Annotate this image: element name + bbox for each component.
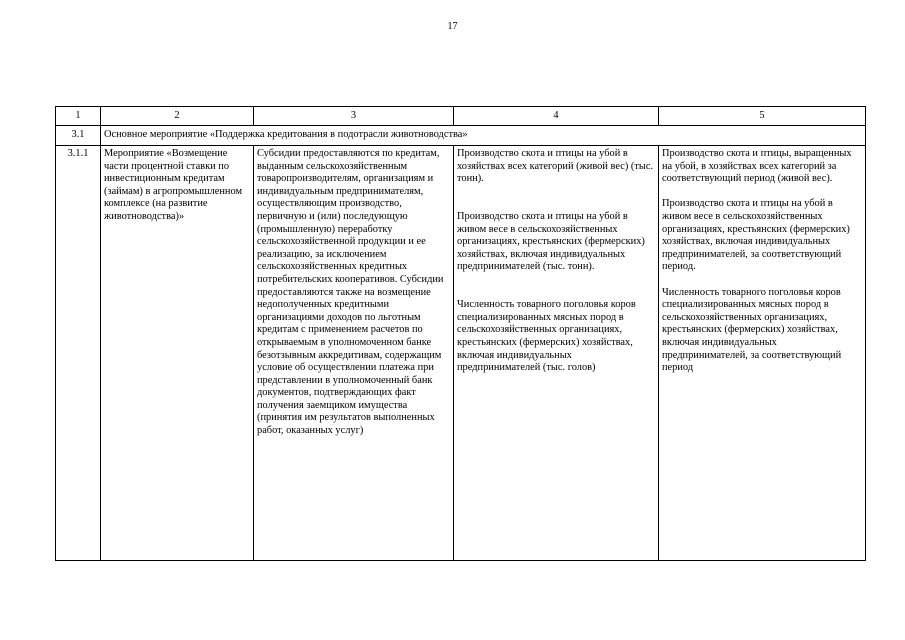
definition-1: Производство скота и птицы, выращенных на убой, в хозяйствах всех категорий за соответствующий период (живой вес). xyxy=(662,148,852,185)
activity-text: Мероприятие «Возмещение части процентной ставки по инвестиционным кредитам (займам) в агропромышленном комплексе (на развитие животноводства)» xyxy=(104,148,243,222)
indicator-3: Численность товарного поголовья коров специализированных мясных пород в сельскохозяйственных организациях, крестьянских (фермерских) хозяйствах, включая индивидуальных предпринимателей (тыс. голов) xyxy=(457,299,636,374)
definitions-cell xyxy=(659,146,866,561)
section-number: 3.1 xyxy=(56,126,101,146)
indicator-2: Производство скота и птицы на убой в живом весе в сельскохозяйственных организациях, крестьянских (фермерских) хозяйствах, включая индивидуальных предпринимателей (тыс. тонн). xyxy=(457,210,645,273)
indicator-1: Производство скота и птицы на убой в хозяйствах всех категорий (живой вес) (тыс. тонн). xyxy=(457,148,654,185)
column-number-1: 1 xyxy=(56,107,101,126)
conditions-text: Субсидии предоставляются по кредитам, выданным сельскохозяйственным товаропроизводителям, организациям и индивидуальным предпринимателям, осуществляющим производство, первичную и (или) последующую (промышленную) переработку сельскохозяйственной продукции и ее реализацию, за исключением сельскохозяйственных кредитных потребительских кооперативов. Субсидии предоставляются также на возмещение недополученных кредитными организациями доходов по льготным кредитам с применением расчетов по открываемым в уполномоченном банке безотзывным аккредитивам, содержащим условие об осуществлении платежа при представлении в уполномоченный банк документов, подтверждающих факт получения заемщиком имущества (принятия им результатов выполненных работ, оказанных услуг) xyxy=(257,148,444,437)
column-number-4: 4 xyxy=(454,107,659,126)
activity-cell xyxy=(101,146,254,561)
page-number: 17 xyxy=(447,21,458,32)
column-number-2: 2 xyxy=(101,107,254,126)
section-title: Основное мероприятие «Поддержка кредитования в подотрасли животноводства» xyxy=(101,126,866,146)
row-number: 3.1.1 xyxy=(56,146,101,561)
definition-2: Производство скота и птицы на убой в живом весе в сельскохозяйственных организациях, крестьянских (фермерских) хозяйствах, включая индивидуальных предпринимателей, за соответствующий период. xyxy=(662,198,850,273)
column-number-row xyxy=(56,107,866,126)
definition-3: Численность товарного поголовья коров специализированных мясных пород в сельскохозяйственных организациях, крестьянских (фермерских) хозяйствах, включая индивидуальных предпринимателей, за соответствующий период xyxy=(662,286,842,374)
column-number-3: 3 xyxy=(254,107,454,126)
program-table xyxy=(55,106,866,561)
section-row xyxy=(56,126,866,146)
table-row xyxy=(56,146,866,561)
column-number-5: 5 xyxy=(659,107,866,126)
indicators-cell xyxy=(454,146,659,561)
conditions-cell xyxy=(254,146,454,561)
